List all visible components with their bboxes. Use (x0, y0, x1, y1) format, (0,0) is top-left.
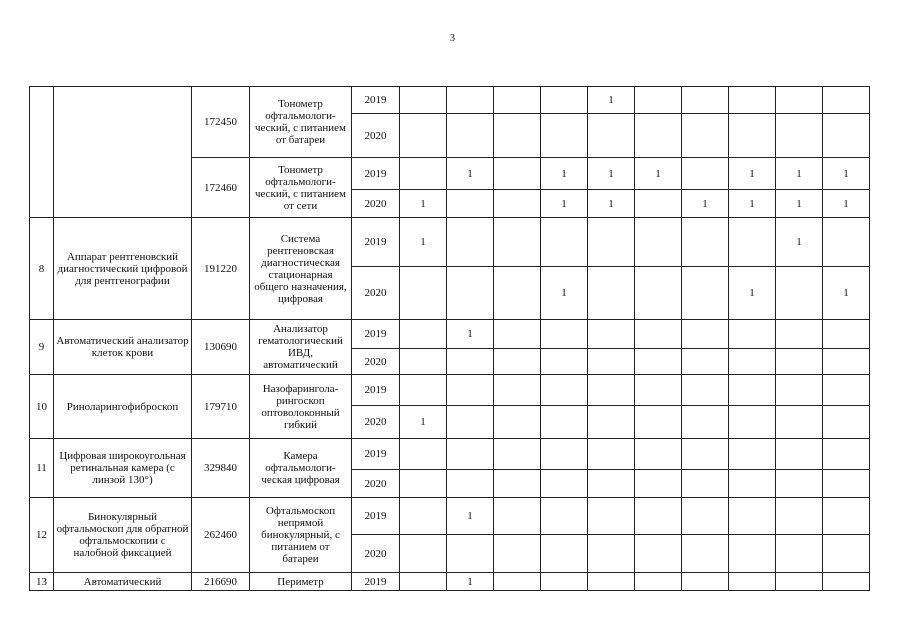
mark-cell (588, 498, 635, 535)
mark-cell: 1 (823, 158, 870, 190)
mark-cell (541, 439, 588, 470)
mark-cell (635, 349, 682, 375)
mark-cell (541, 498, 588, 535)
mark-cell (447, 114, 494, 158)
mark-cell: 1 (776, 190, 823, 218)
mark-cell (541, 349, 588, 375)
equipment-description: Тонометр офтальмологи-ческий, с питанием от батареи (250, 87, 352, 158)
page-number: 3 (450, 33, 455, 44)
mark-cell (635, 267, 682, 320)
mark-cell (541, 114, 588, 158)
year-cell: 2019 (352, 87, 400, 114)
mark-cell (494, 406, 541, 439)
mark-cell (541, 218, 588, 267)
mark-cell (494, 267, 541, 320)
mark-cell (776, 439, 823, 470)
year-cell: 2020 (352, 114, 400, 158)
mark-cell (635, 190, 682, 218)
mark-cell: 1 (823, 190, 870, 218)
mark-cell (494, 573, 541, 591)
equipment-table (29, 86, 870, 591)
mark-cell (682, 470, 729, 498)
mark-cell (823, 114, 870, 158)
mark-cell: 1 (588, 158, 635, 190)
mark-cell (823, 87, 870, 114)
mark-cell (400, 349, 447, 375)
mark-cell (682, 158, 729, 190)
mark-cell (400, 470, 447, 498)
mark-cell: 1 (729, 158, 776, 190)
equipment-code: 262460 (192, 498, 250, 573)
mark-cell (635, 87, 682, 114)
mark-cell: 1 (776, 218, 823, 267)
mark-cell: 1 (729, 267, 776, 320)
equipment-name: Риноларингофиброскоп (54, 375, 192, 439)
mark-cell (541, 470, 588, 498)
mark-cell: 1 (541, 158, 588, 190)
mark-cell (447, 87, 494, 114)
year-cell: 2019 (352, 498, 400, 535)
row-number: 8 (30, 218, 54, 320)
year-cell: 2020 (352, 406, 400, 439)
mark-cell (494, 439, 541, 470)
mark-cell: 1 (541, 267, 588, 320)
mark-cell: 1 (588, 87, 635, 114)
equipment-code: 172460 (192, 158, 250, 218)
mark-cell: 1 (729, 190, 776, 218)
mark-cell (823, 498, 870, 535)
mark-cell (729, 87, 776, 114)
equipment-description: Тонометр офтальмологи-ческий, с питанием от сети (250, 158, 352, 218)
mark-cell (823, 375, 870, 406)
mark-cell (776, 470, 823, 498)
mark-cell (682, 349, 729, 375)
mark-cell (400, 439, 447, 470)
mark-cell (494, 349, 541, 375)
table-row (30, 218, 870, 267)
year-cell: 2020 (352, 267, 400, 320)
mark-cell (494, 498, 541, 535)
equipment-code: 216690 (192, 573, 250, 591)
equipment-description: Офтальмоскоп непрямой бинокулярный, с питанием от батареи (250, 498, 352, 573)
mark-cell (729, 439, 776, 470)
equipment-code: 191220 (192, 218, 250, 320)
mark-cell (588, 573, 635, 591)
mark-cell (823, 573, 870, 591)
table-row (30, 87, 870, 114)
mark-cell: 1 (682, 190, 729, 218)
mark-cell (729, 218, 776, 267)
mark-cell (447, 267, 494, 320)
year-cell: 2019 (352, 320, 400, 349)
mark-cell (776, 498, 823, 535)
mark-cell (729, 573, 776, 591)
mark-cell: 1 (447, 320, 494, 349)
mark-cell: 1 (447, 158, 494, 190)
equipment-code: 172450 (192, 87, 250, 158)
mark-cell (682, 320, 729, 349)
mark-cell (682, 573, 729, 591)
mark-cell (400, 375, 447, 406)
mark-cell (635, 375, 682, 406)
mark-cell (400, 498, 447, 535)
mark-cell (494, 470, 541, 498)
mark-cell (682, 218, 729, 267)
mark-cell (494, 375, 541, 406)
table-row (30, 375, 870, 406)
mark-cell (635, 406, 682, 439)
mark-cell (776, 535, 823, 573)
table-row (30, 498, 870, 535)
mark-cell (776, 375, 823, 406)
equipment-code: 329840 (192, 439, 250, 498)
mark-cell (494, 87, 541, 114)
mark-cell (823, 535, 870, 573)
mark-cell (588, 470, 635, 498)
mark-cell (823, 439, 870, 470)
mark-cell (400, 87, 447, 114)
row-number (30, 87, 54, 218)
mark-cell (682, 406, 729, 439)
mark-cell (682, 114, 729, 158)
mark-cell: 1 (635, 158, 682, 190)
equipment-code: 179710 (192, 375, 250, 439)
mark-cell (494, 218, 541, 267)
mark-cell (682, 439, 729, 470)
mark-cell (447, 218, 494, 267)
mark-cell (494, 320, 541, 349)
mark-cell (588, 218, 635, 267)
equipment-name: Бинокулярный офтальмоскоп для обратной офтальмоскопии с налобной фиксацией (54, 498, 192, 573)
row-number: 9 (30, 320, 54, 375)
mark-cell (635, 498, 682, 535)
equipment-name: Цифровая широкоугольная ретинальная камера (с линзой 130°) (54, 439, 192, 498)
mark-cell (541, 406, 588, 439)
row-number: 12 (30, 498, 54, 573)
mark-cell (588, 439, 635, 470)
mark-cell (588, 114, 635, 158)
mark-cell (635, 439, 682, 470)
mark-cell (682, 267, 729, 320)
mark-cell (494, 190, 541, 218)
mark-cell (541, 535, 588, 573)
mark-cell (541, 375, 588, 406)
equipment-code: 130690 (192, 320, 250, 375)
row-number: 11 (30, 439, 54, 498)
equipment-description: Анализатор гематологический ИВД, автоматический (250, 320, 352, 375)
mark-cell (729, 375, 776, 406)
mark-cell (823, 320, 870, 349)
mark-cell (541, 87, 588, 114)
mark-cell (541, 320, 588, 349)
mark-cell (588, 406, 635, 439)
mark-cell: 1 (400, 190, 447, 218)
equipment-name: Автоматический анализатор клеток крови (54, 320, 192, 375)
table-row (30, 439, 870, 470)
mark-cell (447, 190, 494, 218)
mark-cell (400, 114, 447, 158)
mark-cell (823, 406, 870, 439)
mark-cell (447, 439, 494, 470)
mark-cell (494, 158, 541, 190)
mark-cell (447, 535, 494, 573)
year-cell: 2020 (352, 190, 400, 218)
mark-cell (588, 349, 635, 375)
mark-cell: 1 (400, 218, 447, 267)
mark-cell (729, 320, 776, 349)
equipment-name: Автоматический (54, 573, 192, 591)
mark-cell (447, 375, 494, 406)
mark-cell (823, 470, 870, 498)
mark-cell (776, 320, 823, 349)
mark-cell (823, 218, 870, 267)
mark-cell (447, 470, 494, 498)
mark-cell (588, 267, 635, 320)
mark-cell (776, 87, 823, 114)
mark-cell: 1 (541, 190, 588, 218)
mark-cell (635, 218, 682, 267)
row-number: 10 (30, 375, 54, 439)
year-cell: 2020 (352, 470, 400, 498)
mark-cell (588, 535, 635, 573)
mark-cell (447, 406, 494, 439)
mark-cell (400, 158, 447, 190)
mark-cell (635, 320, 682, 349)
table-row (30, 573, 870, 591)
mark-cell (776, 267, 823, 320)
equipment-name (54, 87, 192, 218)
equipment-description: Камера офтальмологи-ческая цифровая (250, 439, 352, 498)
year-cell: 2020 (352, 349, 400, 375)
year-cell: 2019 (352, 573, 400, 591)
mark-cell (635, 114, 682, 158)
mark-cell (682, 535, 729, 573)
mark-cell (494, 535, 541, 573)
mark-cell: 1 (588, 190, 635, 218)
mark-cell (635, 470, 682, 498)
mark-cell (400, 320, 447, 349)
row-number: 13 (30, 573, 54, 591)
mark-cell: 1 (447, 498, 494, 535)
mark-cell (447, 349, 494, 375)
mark-cell (400, 573, 447, 591)
mark-cell (682, 87, 729, 114)
mark-cell: 1 (776, 158, 823, 190)
mark-cell (635, 535, 682, 573)
mark-cell (635, 573, 682, 591)
mark-cell (588, 320, 635, 349)
mark-cell (494, 114, 541, 158)
mark-cell (729, 406, 776, 439)
equipment-description: Периметр (250, 573, 352, 591)
mark-cell (823, 349, 870, 375)
mark-cell (776, 114, 823, 158)
mark-cell (776, 349, 823, 375)
mark-cell (729, 114, 776, 158)
equipment-name: Аппарат рентгеновский диагностический цифровой для рентгенографии (54, 218, 192, 320)
mark-cell (682, 498, 729, 535)
mark-cell: 1 (823, 267, 870, 320)
mark-cell (729, 349, 776, 375)
mark-cell: 1 (400, 406, 447, 439)
table-row (30, 320, 870, 349)
mark-cell (588, 375, 635, 406)
mark-cell (729, 535, 776, 573)
mark-cell (400, 535, 447, 573)
mark-cell (541, 573, 588, 591)
equipment-description: Назофарингола-рингоскоп оптоволоконный гибкий (250, 375, 352, 439)
mark-cell (729, 470, 776, 498)
mark-cell (776, 406, 823, 439)
year-cell: 2019 (352, 375, 400, 406)
year-cell: 2019 (352, 218, 400, 267)
year-cell: 2019 (352, 158, 400, 190)
mark-cell (400, 267, 447, 320)
equipment-description: Система рентгеновская диагностическая стационарная общего назначения, цифровая (250, 218, 352, 320)
year-cell: 2020 (352, 535, 400, 573)
year-cell: 2019 (352, 439, 400, 470)
mark-cell (729, 498, 776, 535)
mark-cell (776, 573, 823, 591)
mark-cell (682, 375, 729, 406)
mark-cell: 1 (447, 573, 494, 591)
